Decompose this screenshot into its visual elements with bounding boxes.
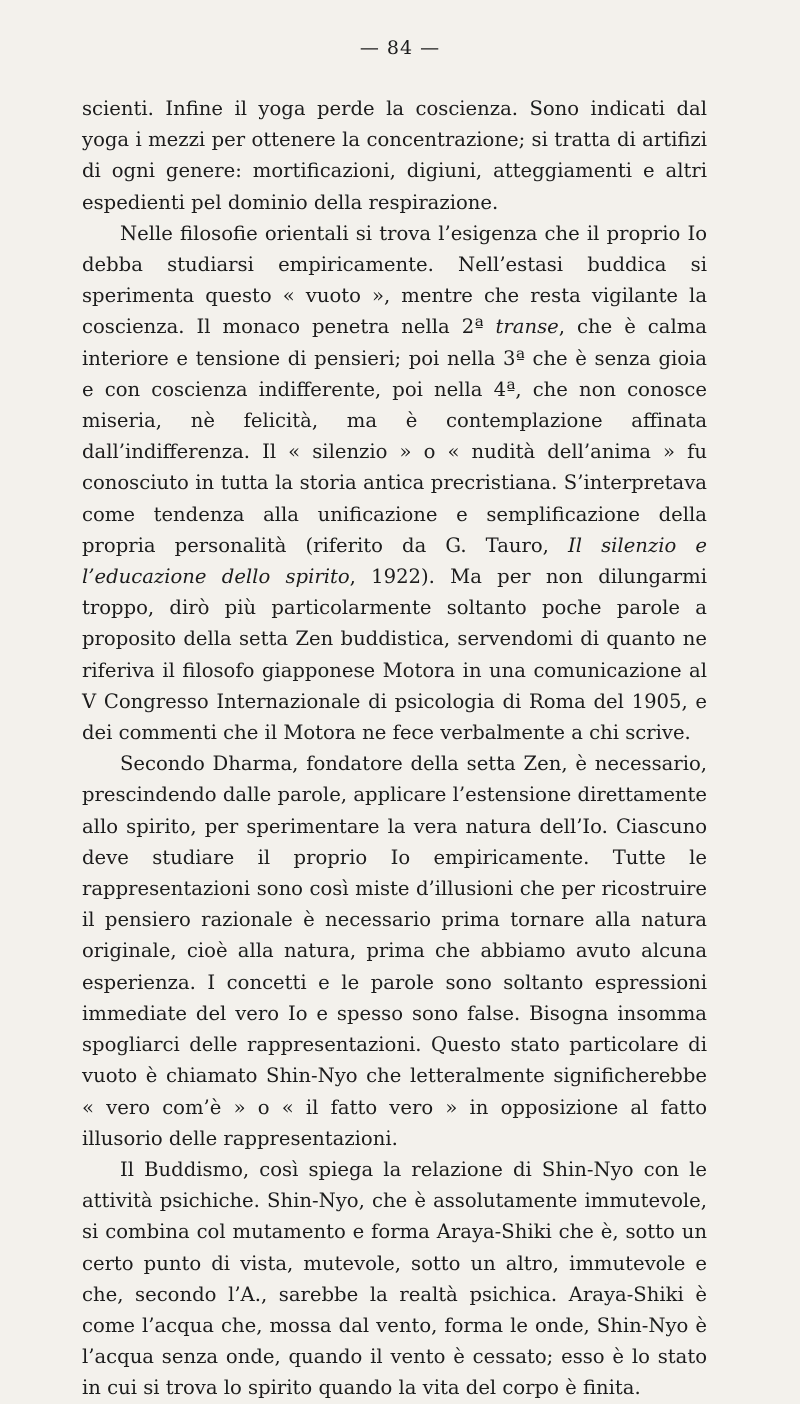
paragraph-2-text-a: Nelle filosofie orientali si trova l’esigenza che il proprio Io debba studiarsi empiricamente. Nell’estasi buddica si sperimenta questo « vuoto », mentre che resta vigilante la coscienza. Il monaco penetra nella 2ª — [82, 221, 707, 339]
paragraph-2 — [82, 218, 707, 748]
paragraph-4 — [82, 1154, 707, 1404]
paragraph-2-text-c: , 1922). Ma per non dilungarmi troppo, dirò più particolarmente soltanto poche parole a proposito della setta Zen buddistica, servendomi di quanto ne riferiva il filosofo giapponese Motora in una comunicazione al V Congresso Internazionale di psicologia di Roma del 1905, e dei commenti che il Motora ne fece verbalmente a chi scrive. — [82, 565, 707, 745]
paragraph-1 — [82, 93, 707, 218]
paragraph-2-text-b: , che è calma interiore e tensione di pensieri; poi nella 3ª che è senza gioia e con coscienza indifferente, poi nella 4ª, che non conosce miseria, nè felicità, ma è contemplazione affinata dall’indifferenza. Il « silenzio » o « nudità dell’anima » fu conosciuto in tutta la storia antica precristiana. S’interpretava come tendenza alla unificazione e semplificazione della propria personalità (riferito da G. Tauro, — [82, 315, 707, 557]
paragraph-1-text: scienti. Infine il yoga perde la coscienza. Sono indicati dal yoga i mezzi per ottenere la concentrazione; si tratta di artifizi di ogni genere: mortificazioni, digiuni, atteggiamenti e altri espedienti pel dominio della respirazione. — [82, 97, 707, 214]
page-number: — 84 — — [359, 37, 441, 59]
paragraph-4-text: Il Buddismo, così spiega la relazione di Shin-Nyo con le attività psichiche. Shin-Nyo, che è assolutamente immutevole, si combina col mutamento e forma Araya-Shiki che è, sotto un certo punto di vista, mutevole, sotto un altro, immutevole e che, secondo l’A., sarebbe la realtà psichica. Araya-Shiki è come l’acqua che, mossa dal vento, forma le onde, Shin-Nyo è l’acqua senza onde, quando il vento è cessato; esso è lo stato in cui si trova lo spirito quando la vita del corpo è finita. — [82, 1157, 707, 1400]
paragraph-3 — [82, 748, 707, 1154]
italic-transe: transe — [495, 315, 559, 339]
paragraph-3-text: Secondo Dharma, fondatore della setta Zen, è necessario, prescindendo dalle parole, applicare l’estensione direttamente allo spirito, per sperimentare la vera natura dell’Io. Ciascuno deve studiare il proprio Io empiricamente. Tutte le rappresentazioni sono così miste d’illusioni che per ricostruire il pensiero razionale è necessario prima tornare alla natura originale, cioè alla natura, prima che abbiamo avuto alcuna esperienza. I concetti e le parole sono soltanto espressioni immediate del vero Io e spesso sono false. Bisogna insomma spogliarci delle rappresentazioni. Questo stato particolare di vuoto è chiamato Shin-Nyo che letteralmente significherebbe « vero com’è » o « il fatto vero » in opposizione al fatto illusorio delle rappresentazioni. — [82, 752, 707, 1150]
italic-book-title: Il silenzio e l’educazione dello spirito — [82, 533, 707, 589]
body-text — [82, 93, 707, 1404]
